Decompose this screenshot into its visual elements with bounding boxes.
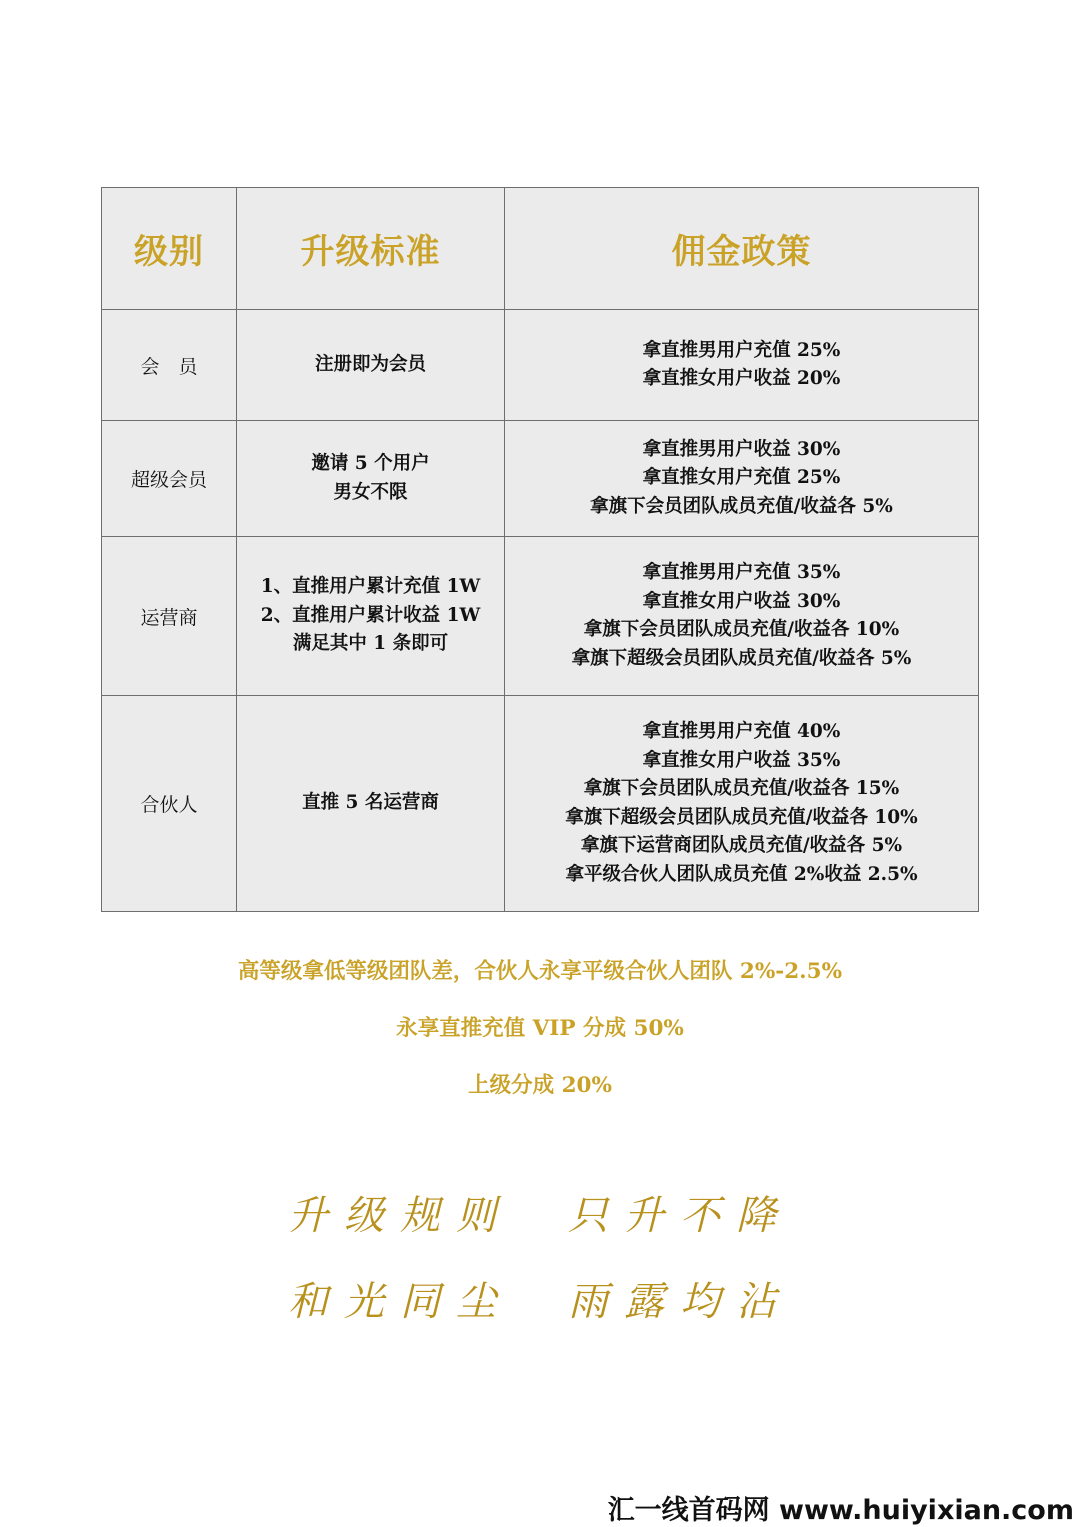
- criteria-line: 直推 5 名运营商: [302, 792, 439, 814]
- commission-line: 拿直推女用户充值 25%: [642, 467, 841, 489]
- table-row: [102, 537, 979, 696]
- commission-line: 拿直推男用户充值 35%: [642, 562, 841, 583]
- criteria-cell: [237, 421, 505, 537]
- commission-cell: [505, 310, 979, 421]
- commission-line: 拿旗下超级会员团队成员充值/收益各 5%: [571, 647, 912, 669]
- commission-line: 拿旗下会员团队成员充值/收益各 5%: [590, 495, 893, 517]
- table-header-row: [102, 188, 979, 310]
- slogan-share-benefit: 和光同尘 雨露均沾: [288, 1279, 792, 1325]
- level-cell: 超级会员: [102, 421, 237, 537]
- criteria-line: 男女不限: [333, 481, 408, 503]
- criteria-cell: [237, 537, 505, 696]
- criteria-line: 2、直推用户累计收益 1W: [260, 604, 481, 626]
- commission-cell: [505, 696, 979, 912]
- table-row: [102, 310, 979, 421]
- commission-line: 拿直推女用户收益 20%: [642, 368, 841, 389]
- commission-line: 拿直推女用户收益 35%: [642, 749, 841, 771]
- commission-line: 拿旗下超级会员团队成员充值/收益各 10%: [565, 806, 918, 828]
- commission-line: 拿直推男用户收益 30%: [642, 438, 841, 460]
- note-vip-share: 永享直推充值 VIP 分成 50%: [396, 1016, 684, 1041]
- criteria-cell: [237, 310, 505, 421]
- criteria-line: 邀请 5 个用户: [311, 453, 430, 474]
- commission-line: 拿平级合伙人团队成员充值 2%收益 2.5%: [565, 863, 918, 885]
- level-cell: 合伙人: [102, 696, 237, 912]
- commission-line: 拿旗下会员团队成员充值/收益各 15%: [583, 778, 900, 799]
- note-superior-share: 上级分成 20%: [468, 1073, 612, 1098]
- commission-line: 拿直推女用户收益 30%: [642, 590, 841, 612]
- commission-line: 拿旗下会员团队成员充值/收益各 10%: [583, 619, 900, 640]
- watermark: 汇一线首码网 www.huiyixian.com: [607, 1495, 1074, 1526]
- level-cell: 会 员: [102, 310, 237, 421]
- criteria-line: 1、直推用户累计充值 1W: [260, 576, 481, 598]
- commission-cell: [505, 421, 979, 537]
- note-team-diff: 高等级拿低等级团队差，合伙人永享平级合伙人团队 2%-2.5%: [237, 959, 843, 984]
- header-level: 级别: [102, 188, 237, 310]
- commission-cell: [505, 537, 979, 696]
- header-criteria: 升级标准: [237, 188, 505, 310]
- header-commission: 佣金政策: [505, 188, 979, 310]
- commission-table: [101, 187, 979, 912]
- commission-line: 拿直推男用户充值 25%: [642, 339, 841, 361]
- criteria-line: 满足其中 1 条即可: [292, 633, 449, 655]
- level-cell: 运营商: [102, 537, 237, 696]
- table-row: [102, 696, 979, 912]
- criteria-cell: [237, 696, 505, 912]
- slogan-upgrade-rule: 升级规则 只升不降: [288, 1193, 792, 1239]
- table-row: [102, 421, 979, 537]
- commission-line: 拿旗下运营商团队成员充值/收益各 5%: [580, 835, 903, 856]
- commission-line: 拿直推男用户充值 40%: [642, 721, 841, 742]
- criteria-line: 注册即为会员: [314, 353, 426, 375]
